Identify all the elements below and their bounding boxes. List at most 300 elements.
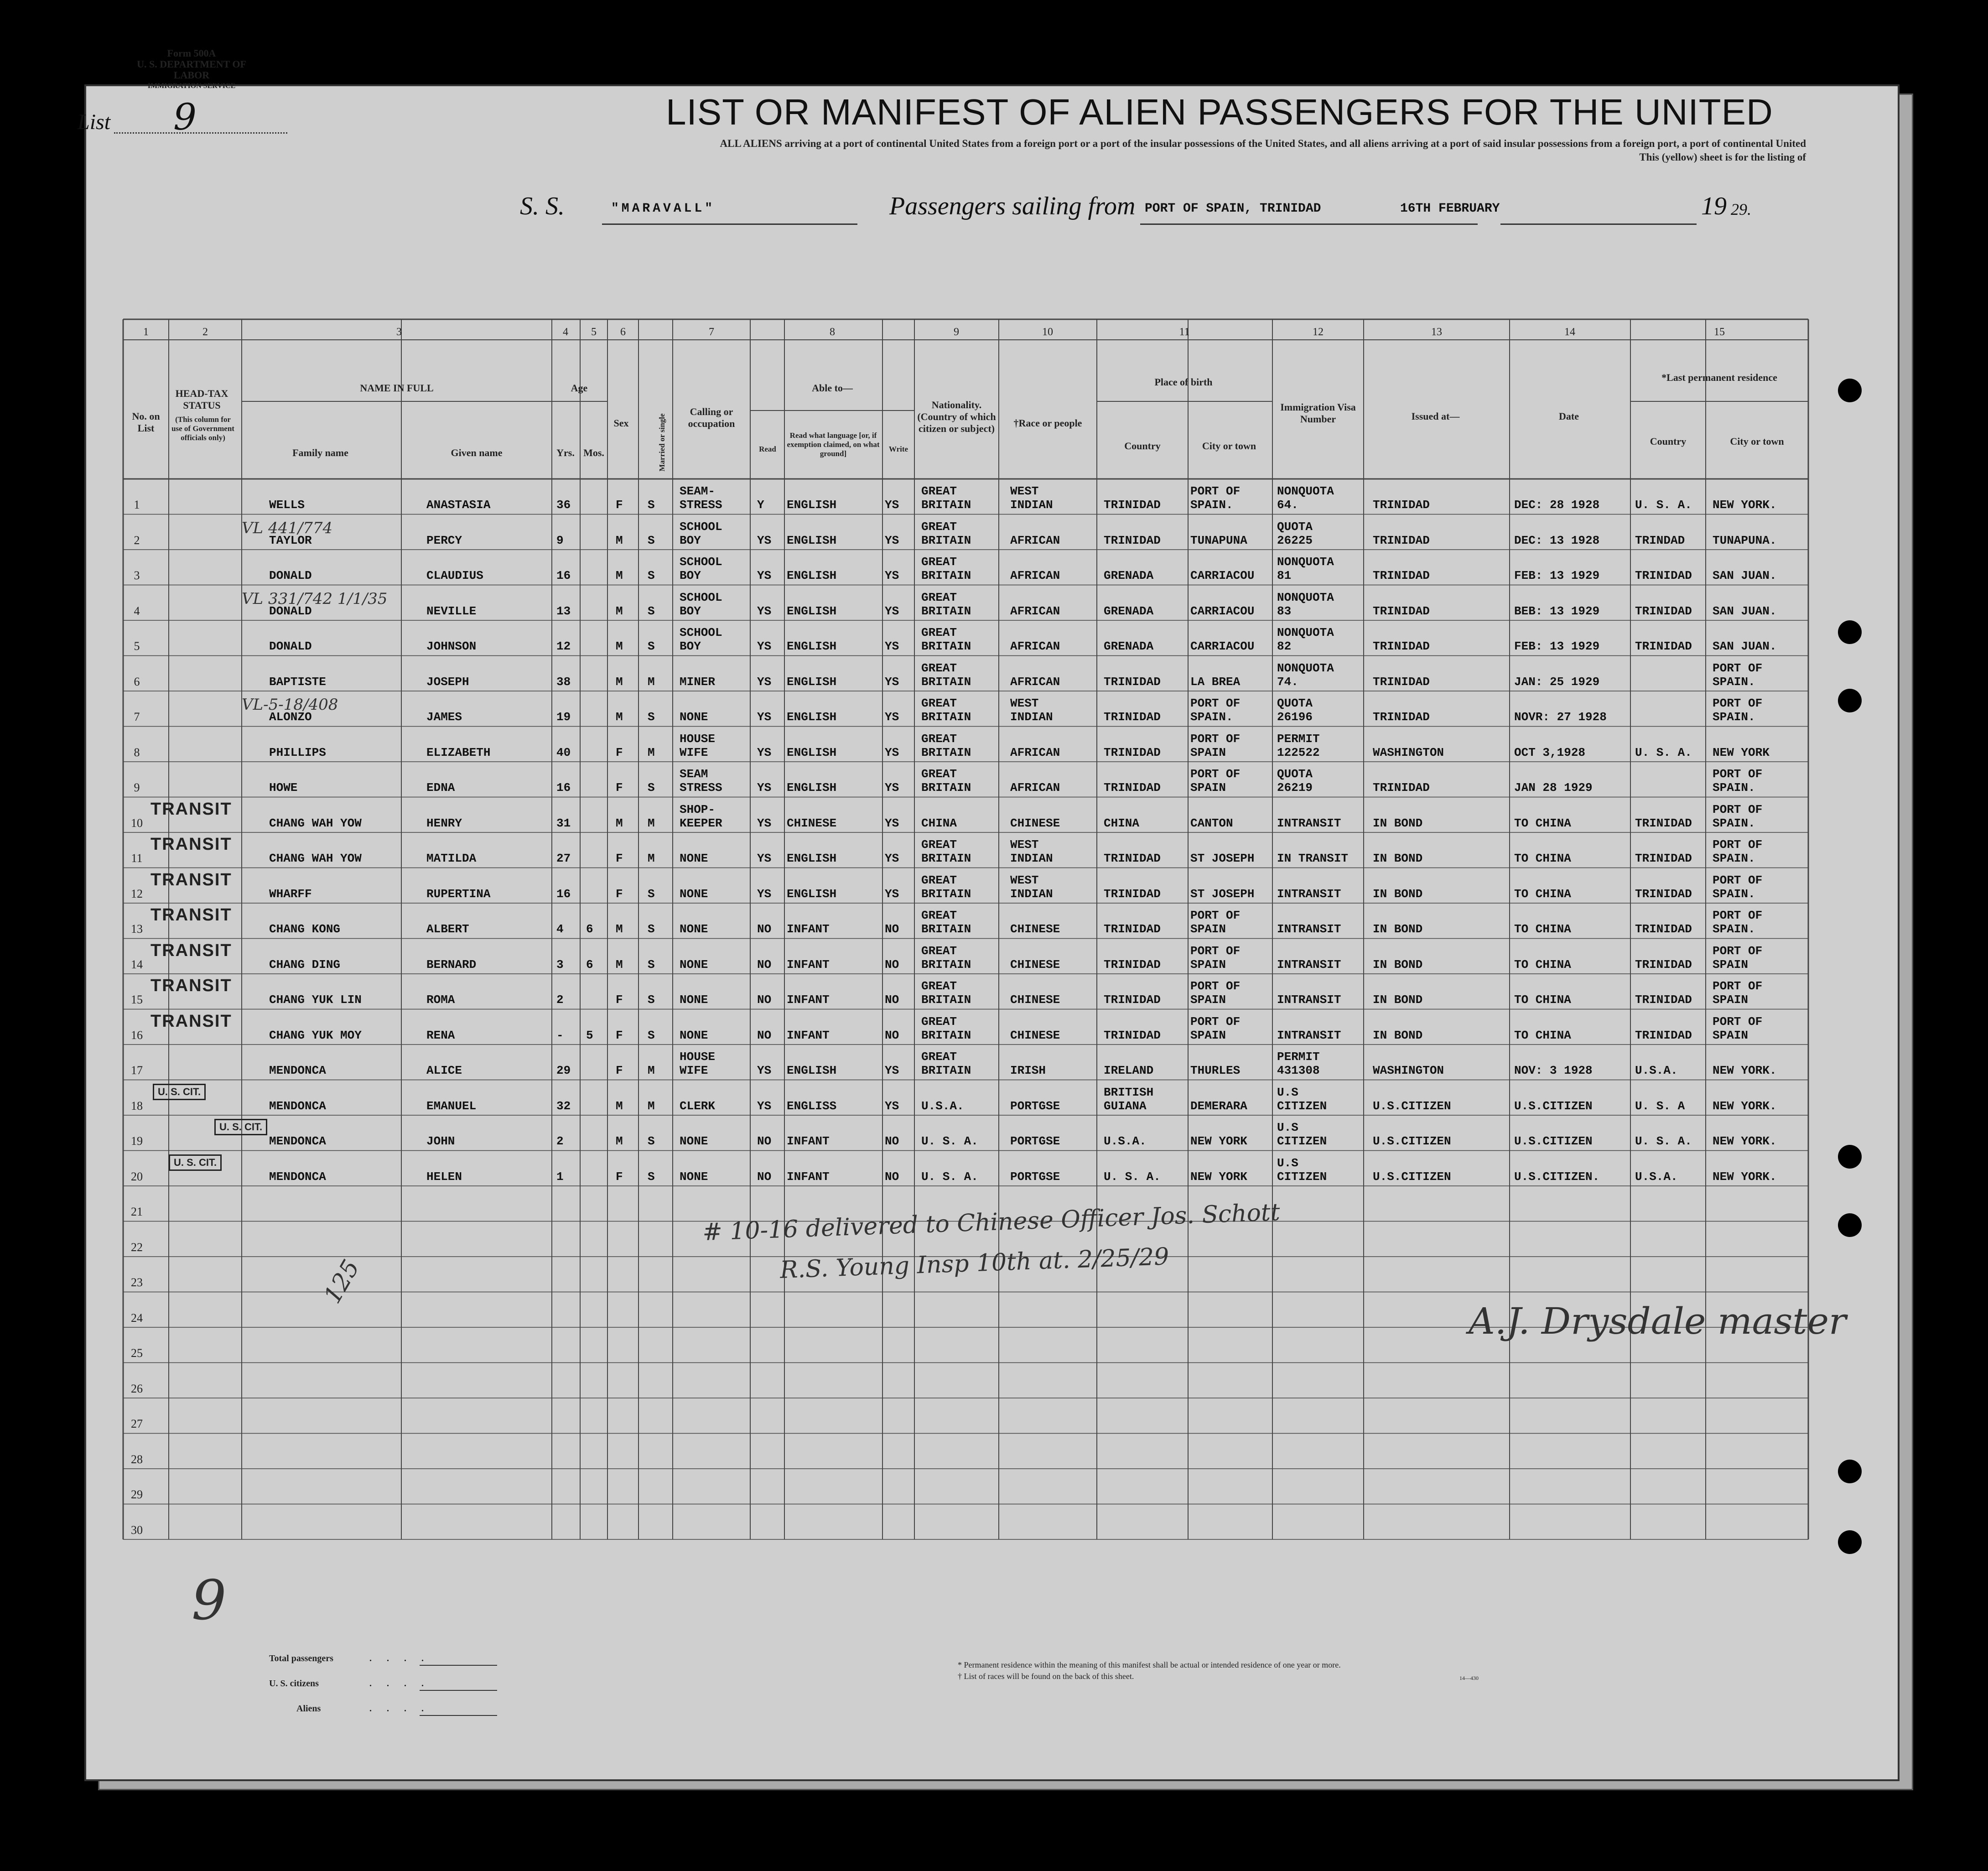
visa-date: TO CHINA: [1514, 922, 1571, 936]
nationality-line-1: GREAT: [921, 626, 957, 639]
given-name: EMANUEL: [426, 1099, 477, 1113]
age-years: 40: [556, 745, 571, 759]
visa-date: FEB: 13 1929: [1514, 569, 1600, 582]
age-years: 12: [556, 639, 571, 653]
visa-date: DEC: 28 1928: [1514, 498, 1600, 512]
row-number: 6: [134, 675, 140, 688]
residence-city-line-1: PORT OF: [1713, 696, 1763, 710]
issued-at: U.S.CITIZEN: [1373, 1169, 1451, 1184]
age-months: 6: [586, 922, 593, 936]
issued-at: IN BOND: [1373, 957, 1423, 972]
transit-stamp: TRANSIT: [151, 941, 232, 960]
race-line-2: CHINESE: [1010, 816, 1060, 830]
read: YS: [757, 569, 772, 582]
column-number: 10: [1042, 326, 1053, 338]
read: YS: [757, 852, 772, 865]
residence-country: TRINIDAD: [1635, 957, 1692, 972]
occupation-line-2: STRESS: [680, 498, 722, 512]
visa-date: NOVR: 27 1928: [1514, 710, 1607, 724]
write: YS: [885, 639, 899, 653]
race-line-2: PORTGSE: [1010, 1169, 1060, 1184]
issued-at: IN BOND: [1373, 993, 1423, 1007]
nationality-line-1: GREAT: [921, 767, 957, 781]
read-language: ENGLISH: [787, 887, 837, 901]
family-name: TAYLOR: [269, 533, 312, 547]
visa-date: U.S.CITIZEN: [1514, 1099, 1593, 1113]
sex: M: [616, 533, 623, 547]
nationality-line-2: CHINA: [921, 816, 957, 830]
occupation-line-2: STRESS: [680, 781, 722, 795]
family-name: CHANG KONG: [269, 922, 341, 936]
marital-status: S: [648, 1134, 655, 1148]
birth-city-line-2: SPAIN: [1190, 922, 1226, 936]
column-number: 11: [1179, 326, 1190, 338]
us-citizen-stamp: U. S. CIT.: [169, 1154, 222, 1171]
residence-city-line-2: SPAIN.: [1713, 887, 1755, 901]
footer-total-passengers: Total passengers: [269, 1653, 333, 1663]
punch-hole: [1838, 379, 1862, 402]
race-line-2: INDIAN: [1010, 710, 1053, 724]
race-line-2: INDIAN: [1010, 852, 1053, 865]
family-name: CHANG WAH YOW: [269, 852, 362, 865]
write: NO: [885, 957, 899, 972]
sex: M: [616, 710, 623, 724]
race-line-2: IRISH: [1010, 1064, 1046, 1077]
residence-country: TRINDAD: [1635, 533, 1685, 547]
sex: M: [616, 675, 623, 689]
nationality-line-2: BRITAIN: [921, 852, 971, 865]
age-years: 27: [556, 852, 571, 865]
read-language: ENGLISH: [787, 498, 837, 512]
write: YS: [885, 498, 899, 512]
birth-city-line-2: CARRIACOU: [1190, 569, 1255, 582]
punch-hole: [1838, 689, 1862, 712]
visa-line-2: IN TRANSIT: [1277, 852, 1349, 865]
birth-country: TRINIDAD: [1104, 533, 1161, 547]
read-language: ENGLISH: [787, 852, 837, 865]
column-number: 5: [591, 326, 597, 338]
visa-date: BEB: 13 1929: [1514, 604, 1600, 618]
visa-line-2: INTRANSIT: [1277, 922, 1341, 936]
race-line-2: CHINESE: [1010, 1028, 1060, 1042]
age-years: 3: [556, 957, 564, 972]
birth-city-line-2: LA BREA: [1190, 675, 1241, 689]
visa-date: OCT 3,1928: [1514, 745, 1586, 759]
sex: F: [616, 993, 623, 1007]
read: YS: [757, 1064, 772, 1077]
list-number: 9: [173, 96, 197, 138]
marital-status: S: [648, 604, 655, 618]
header-last-residence: *Last permanent residence: [1661, 372, 1777, 383]
nationality-line-2: BRITAIN: [921, 957, 971, 972]
residence-city-line-1: PORT OF: [1713, 944, 1763, 958]
marital-status: S: [648, 957, 655, 972]
birth-city-line-2: THURLES: [1190, 1064, 1241, 1077]
family-name: HOWE: [269, 781, 298, 795]
read: YS: [757, 533, 772, 547]
birth-country: TRINIDAD: [1104, 675, 1161, 689]
punch-hole: [1838, 1145, 1862, 1169]
read-language: ENGLISH: [787, 604, 837, 618]
birth-country: U. S. A.: [1104, 1169, 1161, 1184]
delivered-note-line-1: # 10-16 delivered to Chinese Officer Jos. Schott: [702, 1198, 1281, 1247]
write: YS: [885, 745, 899, 759]
residence-city-line-2: SPAIN.: [1713, 781, 1755, 795]
visa-line-2: 122522: [1277, 745, 1320, 759]
given-name: JAMES: [426, 710, 462, 724]
marital-status: S: [648, 498, 655, 512]
birth-city-line-1: PORT OF: [1190, 696, 1241, 710]
nationality-line-2: BRITAIN: [921, 993, 971, 1007]
footer-dots-2: . . . .: [369, 1679, 430, 1689]
column-number: 3: [396, 326, 402, 338]
header-calling: Calling or occupation: [688, 406, 735, 429]
row-number: 3: [134, 569, 140, 582]
nationality-line-2: BRITAIN: [921, 745, 971, 759]
given-name: JOSEPH: [426, 675, 469, 689]
birth-city-line-1: PORT OF: [1190, 767, 1241, 781]
race-line-2: AFRICAN: [1010, 745, 1060, 759]
occupation-line-2: NONE: [680, 922, 708, 936]
age-months: 6: [586, 957, 593, 972]
master-signature: A.J. Drysdale master: [1469, 1300, 1847, 1342]
age-years: 38: [556, 675, 571, 689]
row-number: 4: [134, 604, 140, 618]
issued-at: TRINIDAD: [1373, 604, 1430, 618]
header-visa-number: Immigration Visa Number: [1280, 401, 1356, 425]
write: YS: [885, 781, 899, 795]
row-number: 22: [131, 1240, 143, 1254]
header-able-to: Able to—: [812, 382, 853, 394]
sex: F: [616, 852, 623, 865]
sex: M: [616, 1134, 623, 1148]
marital-status: S: [648, 993, 655, 1007]
nationality-line-1: GREAT: [921, 590, 957, 604]
write: YS: [885, 675, 899, 689]
row-number: 17: [131, 1064, 143, 1077]
occupation-line-1: HOUSE: [680, 1050, 716, 1064]
visa-line-1: U.S: [1277, 1121, 1298, 1134]
marital-status: S: [648, 1169, 655, 1184]
residence-city-line-1: PORT OF: [1713, 838, 1763, 852]
residence-city-line-1: NEW YORK.: [1713, 498, 1777, 512]
occupation-line-2: NONE: [680, 1028, 708, 1042]
visa-line-1: U.S: [1277, 1085, 1298, 1099]
nationality-line-1: GREAT: [921, 944, 957, 958]
sex: M: [616, 816, 623, 830]
residence-city-line-1: PORT OF: [1713, 661, 1763, 675]
marital-status: S: [648, 569, 655, 582]
issued-at: IN BOND: [1373, 922, 1423, 936]
age-years: 32: [556, 1099, 571, 1113]
occupation-line-2: KEEPER: [680, 816, 722, 830]
given-name: JOHNSON: [426, 639, 477, 653]
footer-box-line-3: [420, 1715, 497, 1716]
nationality-line-2: BRITAIN: [921, 639, 971, 653]
read: NO: [757, 993, 772, 1007]
visa-date: TO CHINA: [1514, 887, 1571, 901]
occupation-line-2: CLERK: [680, 1099, 716, 1113]
nationality-line-2: BRITAIN: [921, 1028, 971, 1042]
birth-country: U.S.A.: [1104, 1134, 1147, 1148]
punch-hole: [1838, 1460, 1862, 1483]
given-name: HENRY: [426, 816, 462, 830]
row-number: 1: [134, 498, 140, 511]
transit-stamp: TRANSIT: [151, 905, 232, 925]
birth-city-line-2: SPAIN: [1190, 1028, 1226, 1042]
column-number: 14: [1564, 326, 1575, 338]
family-name: CHANG YUK LIN: [269, 993, 362, 1007]
visa-line-2: 74.: [1277, 675, 1298, 689]
column-number: 15: [1714, 326, 1725, 338]
visa-line-2: 81: [1277, 569, 1292, 582]
header-married: Married or single: [658, 413, 666, 472]
read: NO: [757, 1169, 772, 1184]
occupation-line-2: WIFE: [680, 745, 708, 759]
header-family-name: Family name: [292, 447, 348, 458]
birth-country: TRINIDAD: [1104, 1028, 1161, 1042]
transit-stamp: TRANSIT: [151, 799, 232, 819]
occupation-line-1: SCHOOL: [680, 520, 722, 534]
birth-city-line-1: PORT OF: [1190, 909, 1241, 922]
nationality-line-1: GREAT: [921, 732, 957, 746]
birth-city-line-2: ST JOSEPH: [1190, 852, 1255, 865]
read: YS: [757, 710, 772, 724]
read-language: INFANT: [787, 922, 830, 936]
birth-city-line-2: CANTON: [1190, 816, 1233, 830]
row-number: 29: [131, 1488, 143, 1501]
race-line-2: PORTGSE: [1010, 1099, 1060, 1113]
header-date: Date: [1559, 411, 1579, 422]
write: YS: [885, 1064, 899, 1077]
given-name: NEVILLE: [426, 604, 477, 618]
occupation-line-1: SCHOOL: [680, 626, 722, 639]
read-language: INFANT: [787, 1134, 830, 1148]
visa-date: NOV: 3 1928: [1514, 1064, 1593, 1077]
read: Y: [757, 498, 764, 512]
subtitle-line-1: ALL ALIENS arriving at a port of continental United States from a foreign port or a port of the insular possessions of the United States, and all aliens arriving at a port of said insular possessions from a foreign port, a port of continental United: [720, 138, 1806, 149]
header-race: †Race or people: [1013, 417, 1082, 429]
family-name: WHARFF: [269, 887, 312, 901]
residence-city-line-2: SPAIN: [1713, 1028, 1749, 1042]
birth-city-line-2: SPAIN.: [1190, 498, 1233, 512]
nationality-line-2: BRITAIN: [921, 710, 971, 724]
sex: F: [616, 498, 623, 512]
given-name: ELIZABETH: [426, 745, 491, 759]
port-of-departure: PORT OF SPAIN, TRINIDAD: [1145, 202, 1321, 216]
sex: F: [616, 745, 623, 759]
transit-stamp: TRANSIT: [151, 870, 232, 889]
residence-city-line-2: SPAIN.: [1713, 852, 1755, 865]
header-write: Write: [888, 445, 908, 453]
header-age: Age: [571, 382, 588, 394]
occupation-line-2: NONE: [680, 887, 708, 901]
birth-city-line-2: NEW YORK: [1190, 1169, 1247, 1184]
read-language: ENGLISH: [787, 781, 837, 795]
visa-line-1: QUOTA: [1277, 696, 1313, 710]
nationality-line-1: GREAT: [921, 555, 957, 569]
punch-hole: [1838, 620, 1862, 644]
birth-city-line-2: NEW YORK: [1190, 1134, 1247, 1148]
read: NO: [757, 957, 772, 972]
visa-line-1: NONQUOTA: [1277, 661, 1334, 675]
age-years: 31: [556, 816, 571, 830]
read-language: ENGLISH: [787, 675, 837, 689]
issued-at: IN BOND: [1373, 1028, 1423, 1042]
nationality-line-2: BRITAIN: [921, 675, 971, 689]
visa-line-1: QUOTA: [1277, 520, 1313, 534]
nationality-line-1: GREAT: [921, 661, 957, 675]
header-read-what: Read what language [or, if exemption claimed, on what ground]: [787, 431, 880, 458]
age-years: 36: [556, 498, 571, 512]
visa-line-2: 82: [1277, 639, 1292, 653]
given-name: EDNA: [426, 781, 455, 795]
birth-country: TRINIDAD: [1104, 957, 1161, 972]
nationality-line-2: U. S. A.: [921, 1169, 978, 1184]
age-years: 4: [556, 922, 564, 936]
occupation-line-2: NONE: [680, 852, 708, 865]
read: YS: [757, 675, 772, 689]
issued-at: TRINIDAD: [1373, 710, 1430, 724]
footer-print-code: 14—430: [1459, 1675, 1479, 1681]
read-language: ENGLISH: [787, 533, 837, 547]
given-name: RENA: [426, 1028, 455, 1042]
race-line-2: CHINESE: [1010, 957, 1060, 972]
row-number: 24: [131, 1311, 143, 1325]
given-name: JOHN: [426, 1134, 455, 1148]
visa-date: TO CHINA: [1514, 993, 1571, 1007]
sex: M: [616, 922, 623, 936]
residence-city-line-1: PORT OF: [1713, 873, 1763, 887]
race-line-2: AFRICAN: [1010, 781, 1060, 795]
us-citizen-stamp: U. S. CIT.: [214, 1119, 267, 1135]
given-name: RUPERTINA: [426, 887, 491, 901]
issued-at: TRINIDAD: [1373, 569, 1430, 582]
nationality-line-2: U.S.A.: [921, 1099, 964, 1113]
residence-city-line-1: NEW YORK.: [1713, 1064, 1777, 1077]
occupation-line-1: SHOP-: [680, 802, 716, 816]
given-name: ANASTASIA: [426, 498, 491, 512]
given-name: ALBERT: [426, 922, 469, 936]
birth-city-line-1: PORT OF: [1190, 732, 1241, 746]
birth-city-line-2: SPAIN: [1190, 993, 1226, 1007]
nationality-line-2: BRITAIN: [921, 922, 971, 936]
birth-country: TRINIDAD: [1104, 993, 1161, 1007]
visa-date: JAN: 25 1929: [1514, 675, 1600, 689]
race-line-2: AFRICAN: [1010, 639, 1060, 653]
occupation-line-2: BOY: [680, 604, 701, 618]
residence-city-line-1: SAN JUAN.: [1713, 569, 1777, 582]
birth-country: GUIANA: [1104, 1099, 1147, 1113]
visa-date: TO CHINA: [1514, 852, 1571, 865]
visa-line-2: 83: [1277, 604, 1292, 618]
nationality-line-1: GREAT: [921, 979, 957, 993]
head-tax-note: VL 441/774: [242, 519, 333, 537]
residence-country: TRINIDAD: [1635, 1028, 1692, 1042]
occupation-line-1: SCHOOL: [680, 590, 722, 604]
occupation-line-2: NONE: [680, 993, 708, 1007]
read: NO: [757, 922, 772, 936]
marital-status: M: [648, 675, 655, 689]
birth-country: TRINIDAD: [1104, 922, 1161, 936]
birth-country: GRENADA: [1104, 639, 1154, 653]
residence-city-line-1: SAN JUAN.: [1713, 639, 1777, 653]
residence-country: U. S. A: [1635, 1099, 1685, 1113]
marital-status: S: [648, 533, 655, 547]
column-number: 4: [563, 326, 568, 338]
sex: F: [616, 887, 623, 901]
residence-country: TRINIDAD: [1635, 993, 1692, 1007]
issued-at: U.S.CITIZEN: [1373, 1099, 1451, 1113]
family-name: PHILLIPS: [269, 745, 326, 759]
residence-city-line-2: SPAIN: [1713, 993, 1749, 1007]
column-number: 1: [143, 326, 149, 338]
row-number: 27: [131, 1417, 143, 1430]
occupation-line-2: MINER: [680, 675, 716, 689]
birth-city-line-2: SPAIN.: [1190, 710, 1233, 724]
read-language: ENGLISH: [787, 639, 837, 653]
birth-country: CHINA: [1104, 816, 1140, 830]
read-language: ENGLISH: [787, 710, 837, 724]
visa-line-2: INTRANSIT: [1277, 993, 1341, 1007]
family-name: ALONZO: [269, 710, 312, 724]
marital-status: M: [648, 745, 655, 759]
residence-country: TRINIDAD: [1635, 604, 1692, 618]
visa-line-1: NONQUOTA: [1277, 626, 1334, 639]
column-number: 7: [709, 326, 714, 338]
read: YS: [757, 745, 772, 759]
write: YS: [885, 1099, 899, 1113]
residence-country: TRINIDAD: [1635, 569, 1692, 582]
read-language: INFANT: [787, 993, 830, 1007]
birth-city-line-2: ST JOSEPH: [1190, 887, 1255, 901]
residence-city-line-1: PORT OF: [1713, 1014, 1763, 1029]
age-years: 16: [556, 781, 571, 795]
row-number: 26: [131, 1382, 143, 1395]
header-mos: Mos.: [583, 447, 604, 458]
birth-country: TRINIDAD: [1104, 710, 1161, 724]
visa-line-1: PERMIT: [1277, 732, 1320, 746]
sailing-date: 16TH FEBRUARY: [1400, 202, 1500, 216]
marital-status: S: [648, 781, 655, 795]
birth-city-line-2: DEMERARA: [1190, 1099, 1247, 1113]
visa-date: U.S.CITIZEN: [1514, 1134, 1593, 1148]
occupation-line-2: NONE: [680, 1169, 708, 1184]
read: NO: [757, 1134, 772, 1148]
issued-at: TRINIDAD: [1373, 533, 1430, 547]
visa-line-2: INTRANSIT: [1277, 957, 1341, 972]
birth-city-line-2: SPAIN: [1190, 781, 1226, 795]
nationality-line-2: BRITAIN: [921, 887, 971, 901]
footnote-races: † List of races will be found on the back of this sheet.: [958, 1672, 1134, 1681]
write: NO: [885, 1028, 899, 1042]
write: YS: [885, 710, 899, 724]
visa-line-1: PERMIT: [1277, 1050, 1320, 1064]
row-number: 19: [131, 1134, 143, 1148]
read-language: ENGLISH: [787, 569, 837, 582]
race-line-2: CHINESE: [1010, 993, 1060, 1007]
age-years: 1: [556, 1169, 564, 1184]
race-line-1: WEST: [1010, 873, 1039, 887]
sex: F: [616, 1028, 623, 1042]
sex: F: [616, 1169, 623, 1184]
header-yrs: Yrs.: [556, 447, 575, 458]
sex: M: [616, 1099, 623, 1113]
row-number: 21: [131, 1205, 143, 1218]
punch-hole: [1838, 1530, 1862, 1554]
birth-country: IRELAND: [1104, 1064, 1154, 1077]
birth-city-line-1: PORT OF: [1190, 979, 1241, 993]
